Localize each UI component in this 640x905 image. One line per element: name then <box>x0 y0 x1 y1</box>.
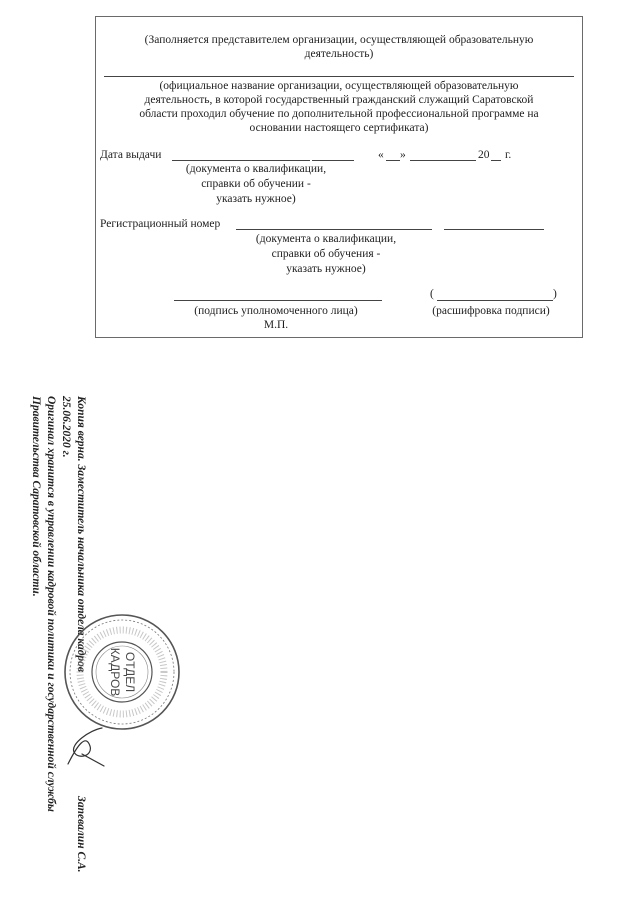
signature-line <box>174 300 382 301</box>
certification-line4: Правительства Саратовской области. <box>30 396 42 597</box>
stamp-text-line2: КАДРОВ <box>108 647 122 697</box>
date-quote-close: » <box>400 149 406 161</box>
document-type-line-extra <box>312 160 354 161</box>
certification-signer-name: Запевалин С.А. <box>75 796 87 873</box>
signer-caption: (подпись уполномоченного лица) <box>194 305 358 317</box>
issue-note-line2: справки об обучении - <box>201 178 311 190</box>
organization-note-line2: деятельность, в которой государственный гражданский служащий Саратовской <box>144 94 534 106</box>
registration-note-line3: указать нужное) <box>286 263 366 275</box>
certification-date: 25.06.2020 г. <box>60 396 72 458</box>
issue-date-label: Дата выдачи <box>100 149 162 161</box>
year-prefix: 20 <box>478 149 490 161</box>
signature-decode-line <box>437 300 553 301</box>
seal-caption: М.П. <box>263 319 289 331</box>
organization-name-line <box>104 76 574 77</box>
registration-number-label: Регистрационный номер <box>100 218 221 230</box>
issue-note-line1: (документа о квалификации, <box>185 163 327 175</box>
registration-number-line <box>444 229 544 230</box>
official-stamp-seal <box>62 612 182 732</box>
organization-note-line3: области проходил обучение по дополнительной профессиональной программе на <box>139 108 539 120</box>
organization-note-line4: основании настоящего сертификата) <box>249 122 429 134</box>
handwritten-signature <box>60 724 110 770</box>
decode-paren-open: ( <box>430 288 434 300</box>
registration-note-line2: справки об обучения - <box>271 248 381 260</box>
certification-line3: Оригинал хранится в управлении кадровой политики и государственной службы <box>45 396 57 812</box>
registration-note-line1: (документа о квалификации, <box>255 233 397 245</box>
organization-note-line1: (официальное название организации, осуществляющей образовательную <box>159 80 519 92</box>
certificate-form-frame <box>95 16 583 338</box>
registration-document-line <box>236 229 432 230</box>
header-note-line2: деятельность) <box>304 48 374 60</box>
year-line <box>491 160 501 161</box>
month-line <box>410 160 476 161</box>
issue-note-line3: указать нужное) <box>216 193 296 205</box>
stamp-text-line1: ОТДЕЛ <box>123 651 137 693</box>
year-suffix: г. <box>505 149 512 161</box>
decode-paren-close: ) <box>553 288 557 300</box>
certification-line1: Копия верна. Заместитель начальника отдела кадров <box>75 396 87 673</box>
decode-caption: (расшифровка подписи) <box>432 305 550 317</box>
day-line <box>386 160 400 161</box>
document-type-line <box>172 160 310 161</box>
header-note-line1: (Заполняется представителем организации, осуществляющей образовательную <box>144 34 534 46</box>
date-quote-open: « <box>378 149 384 161</box>
